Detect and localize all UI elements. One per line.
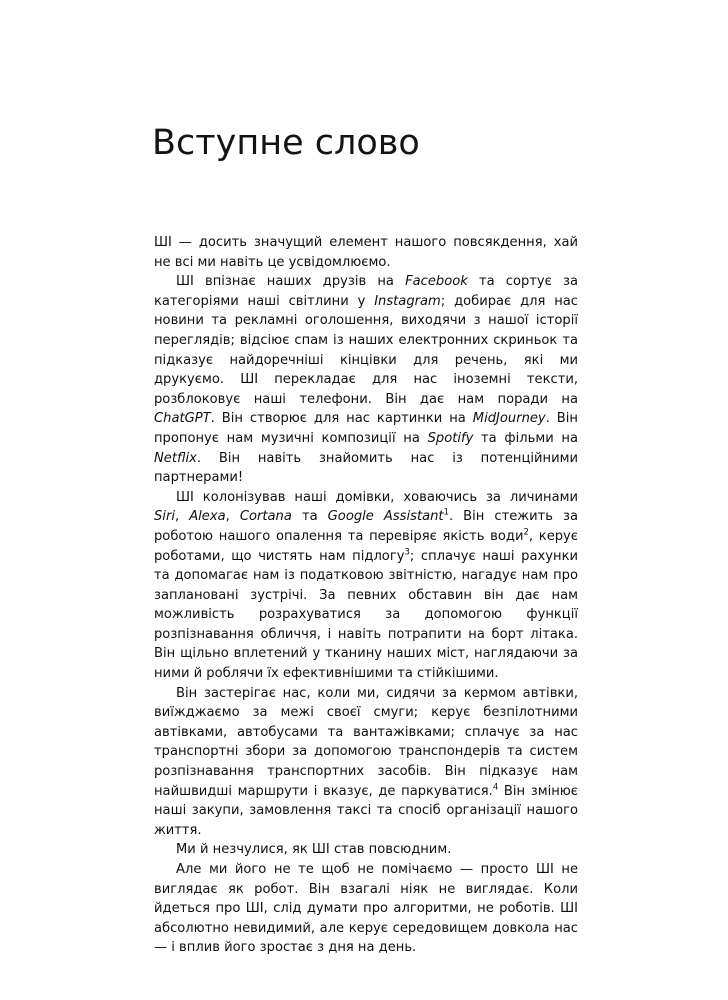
paragraph: ШІ — досить значущий елемент нашого повсякдення, хай не всі ми навіть це усвідомлюємо. [154, 235, 578, 270]
paragraph: ШІ впізнає наших друзів на Facebook та сортує за категоріями наші світлини у Instagram; добирає для нас новини та рекламні оголошення, виходячи з нашої історії переглядів; відсіює спам із наших електронних скриньок та підказує найдоречніші кінцівки для речень, які ми друкуємо. ШІ перекладає для нас іноземні тексти, розблоковує наші телефони. Він дає нам поради на ChatGPT. Він створює для нас картинки на MidJourney. Він пропонує нам музичні композиції на Spotify та фільми на Netflix. Він навіть знайомить нас із потенційними партнерами! [154, 274, 579, 486]
paragraph: ШІ колонізував наші домівки, ховаючись за личинами Siri, Alexa, Cortana та Google Assistant$^1$. Він стежить за роботою нашого опалення та перевіряє якість води$^2$, керує роботами, що чистять нам підлогу$^3$; сплачує наші рахунки та допомагає нам із податковою звітністю, нагадує нам про заплановані зустрічі. За певних обставин він дає нам можливість розрахуватися за допомогою функції розпізнавання обличчя, і навіть потрапити на борт літака. Він щільно вплетений у тканину наших міст, наглядаючи за ними й роблячи їх ефективнішими та стійкішими. [154, 489, 578, 682]
body-text-column [154, 233, 578, 958]
paragraph: Ми й незчулися, як ШІ став повсюдним. [176, 842, 452, 858]
paragraph: Але ми його не те щоб не помічаємо — просто ШІ не виглядає як робот. Він взагалі ніяк не виглядає. Коли йдеться про ШІ, слід думати про алгоритми, не роботів. ШІ абсолютно невидимий, але керує середовищем довкола нас — і вплив його зростає з дня на день. [154, 862, 578, 956]
paragraph: Він застерігає нас, коли ми, сидячи за кермом автівки, виїжджаємо за межі своєї смуги; керує безпілотними автівками, автобусами та вантажівками; сплачує за нас транспортні збори за допомогою транспондерів та систем розпізнавання транспортних засобів. Він підказує нам найшвидші маршрути і вказує, де паркуватися.$^4$ Він змінює наші закупи, замовлення таксі та спосіб організації нашого життя. [154, 685, 578, 838]
page-title: Вступне слово [152, 123, 420, 164]
